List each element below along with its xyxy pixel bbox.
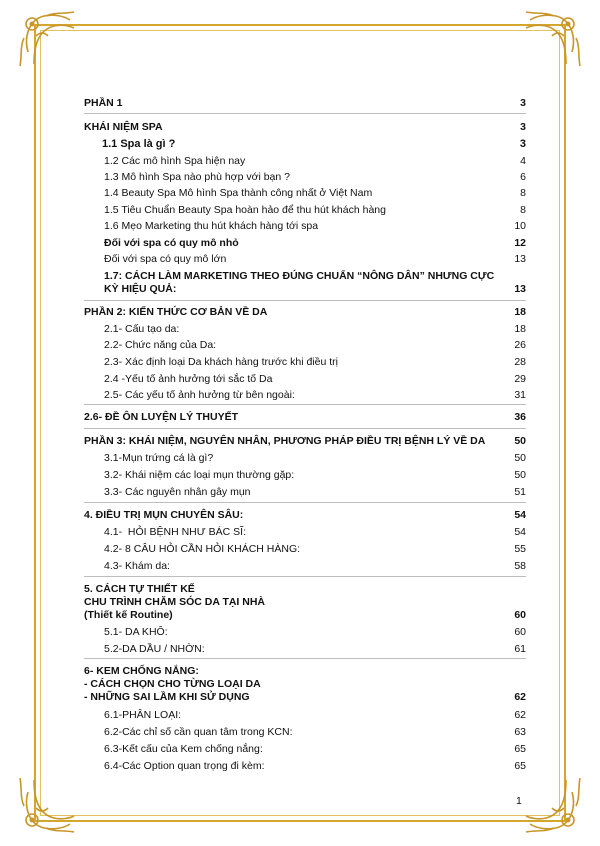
toc-entry-title: PHẦN 1	[84, 97, 123, 109]
toc-entry-page: 28	[514, 356, 526, 368]
toc-entry-page: 3	[520, 121, 526, 133]
toc-entry-page: 65	[514, 760, 526, 772]
corner-ornament-icon	[14, 6, 78, 70]
toc-entry[interactable]	[84, 270, 526, 296]
toc-entry-page: 50	[514, 469, 526, 481]
toc-entry-title: PHẦN 2: KIẾN THỨC CƠ BẢN VỀ DA	[84, 306, 268, 318]
toc-entry-title: 3.1-Mụn trứng cá là gì?	[104, 452, 214, 464]
toc-entry-title: 3.3- Các nguyên nhân gây mụn	[104, 486, 251, 498]
toc-entry-page: 4	[520, 155, 526, 167]
toc-entry-title: 3.2- Khái niệm các loại mụn thường gặp:	[104, 469, 295, 481]
toc-entry-title-line3: (Thiết kế Routine)	[84, 609, 173, 621]
toc-entry-title: 2.4 -Yếu tố ảnh hưởng tới sắc tố Da	[104, 373, 273, 385]
toc-entry-title: 1.4 Beauty Spa Mô hình Spa thành công nhất ở Việt Nam	[104, 187, 373, 199]
toc-entry-page: 13	[514, 253, 526, 265]
toc-entry-page: 29	[514, 373, 526, 385]
toc-entry-title: 1.5 Tiêu Chuẩn Beauty Spa hoàn hảo để thu hút khách hàng	[104, 204, 386, 216]
toc-entry-page: 13	[514, 283, 526, 295]
corner-ornament-icon	[522, 774, 586, 838]
corner-ornament-icon	[522, 6, 586, 70]
toc-entry-page: 36	[514, 411, 526, 423]
toc-entry-title: PHẦN 3: KHÁI NIỆM, NGUYÊN NHÂN, PHƯƠNG PHÁP ĐIỀU TRỊ BỆNH LÝ VỀ DA	[84, 435, 486, 447]
toc-entry-page: 18	[514, 323, 526, 335]
toc-entry-page: 8	[520, 187, 526, 199]
toc-entry-page: 55	[514, 543, 526, 555]
toc-entry[interactable]	[84, 665, 526, 704]
toc-entry-title: 4.3- Khám da:	[104, 560, 170, 572]
toc-divider	[84, 113, 526, 114]
toc-entry-page: 60	[514, 609, 526, 621]
toc-entry-title: KHÁI NIỆM SPA	[84, 121, 163, 133]
toc-entry-page: 26	[514, 339, 526, 351]
corner-ornament-icon	[14, 774, 78, 838]
toc-entry-page: 63	[514, 726, 526, 738]
toc-entry-page: 58	[514, 560, 526, 572]
toc-divider	[84, 428, 526, 429]
toc-entry-page: 50	[514, 435, 526, 447]
page-number: 1	[516, 795, 522, 807]
toc-entry-page: 51	[514, 486, 526, 498]
toc-entry-title: 2.2- Chức năng của Da:	[104, 339, 217, 351]
toc-entry-title: 1.6 Mẹo Marketing thu hút khách hàng tới spa	[104, 220, 319, 232]
toc-entry-page: 61	[514, 643, 526, 655]
toc-entry-title: 1.1 Spa là gì ?	[102, 138, 176, 150]
toc-entry-page: 54	[514, 509, 526, 521]
toc-entry-title: 4. ĐIỀU TRỊ MỤN CHUYÊN SÂU:	[84, 509, 244, 521]
toc-divider	[84, 658, 526, 659]
toc-entry-title: 1.7: CÁCH LÀM MARKETING THEO ĐÚNG CHUẨN “NÔNG DÂN” NHƯNG CỰC	[104, 270, 495, 282]
toc-entry-title-line2: KỲ HIỆU QUẢ:	[104, 283, 177, 295]
toc-entry-title: Đối với spa có quy mô nhỏ	[104, 237, 239, 249]
toc-divider	[84, 300, 526, 301]
toc-entry-title: 2.3- Xác định loại Da khách hàng trước khi điều trị	[104, 356, 338, 368]
toc-entry-page: 12	[514, 237, 526, 249]
toc-entry-page: 3	[519, 138, 526, 150]
toc-entry-page: 10	[514, 220, 526, 232]
toc-entry-page: 18	[514, 306, 526, 318]
toc-entry-page: 3	[520, 97, 526, 109]
toc-entry-title-line3: - NHỮNG SAI LẦM KHI SỬ DỤNG	[84, 691, 250, 703]
toc-entry-title: 1.3 Mô hình Spa nào phù hợp với bạn ?	[104, 171, 290, 183]
toc-entry-title: Đối với spa có quy mô lớn	[104, 253, 227, 265]
toc-entry-page: 6	[520, 171, 526, 183]
toc-divider	[84, 404, 526, 405]
toc-entry-title-line2: - CÁCH CHỌN CHO TỪNG LOẠI DA	[84, 678, 261, 690]
toc-entry-title: 2.1- Cấu tạo da:	[104, 323, 180, 335]
toc-entry-title: 6.3-Kết cấu của Kem chống nắng:	[104, 743, 263, 755]
toc-entry-title: 5.2-DA DẦU / NHỜN:	[104, 643, 205, 655]
toc-entry-page: 62	[514, 709, 526, 721]
toc-entry[interactable]	[84, 583, 526, 622]
toc-divider	[84, 576, 526, 577]
toc-entry-title: 5. CÁCH TỰ THIẾT KẾ	[84, 583, 195, 595]
toc-divider	[84, 502, 526, 503]
toc-entry-title: 6- KEM CHỐNG NẮNG:	[84, 665, 199, 677]
toc-entry-title: 6.4-Các Option quan trọng đi kèm:	[104, 760, 265, 772]
toc-entry-title: 6.2-Các chỉ số cần quan tâm trong KCN:	[104, 726, 293, 738]
toc-entry-title: 4.1- HỎI BỆNH NHƯ BÁC SĨ:	[104, 526, 246, 538]
toc-entry-title: 4.2- 8 CÂU HỎI CẦN HỎI KHÁCH HÀNG:	[104, 543, 301, 555]
toc-entry-title-line2: CHU TRÌNH CHĂM SÓC DA TẠI NHÀ	[84, 596, 266, 608]
toc-entry-title: 1.2 Các mô hình Spa hiện nay	[104, 155, 246, 167]
toc-entry-page: 54	[514, 526, 526, 538]
toc-entry-title: 6.1-PHÂN LOẠI:	[104, 709, 182, 721]
toc-entry-page: 8	[520, 204, 526, 216]
toc-entry-page: 60	[514, 626, 526, 638]
toc-entry-title: 2.5- Các yếu tố ảnh hưởng từ bên ngoài:	[104, 389, 295, 401]
toc-entry-page: 62	[514, 691, 526, 703]
toc-entry-page: 65	[514, 743, 526, 755]
toc-entry-page: 31	[514, 389, 526, 401]
toc-entry-title: 5.1- DA KHÔ:	[104, 626, 168, 638]
toc-entry-title: 2.6- ĐỀ ÔN LUYỆN LÝ THUYẾT	[84, 411, 239, 423]
toc-entry-page: 50	[514, 452, 526, 464]
